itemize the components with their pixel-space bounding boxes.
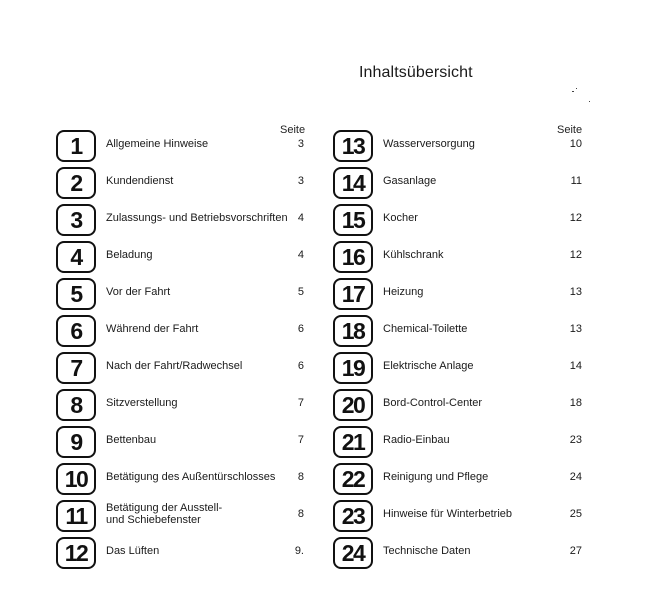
chapter-page-number: 24 bbox=[569, 471, 582, 483]
toc-entry[interactable] bbox=[56, 463, 304, 495]
chapter-page-number: 3 bbox=[297, 175, 304, 187]
chapter-number-badge: 21 bbox=[333, 426, 373, 458]
chapter-number-badge: 24 bbox=[333, 537, 373, 569]
chapter-number-badge: 7 bbox=[56, 352, 96, 384]
chapter-number-badge: 18 bbox=[333, 315, 373, 347]
chapter-number-badge: 22 bbox=[333, 463, 373, 495]
chapter-number-badge: 15 bbox=[333, 204, 373, 236]
chapter-page-number: 23 bbox=[569, 434, 582, 446]
chapter-title: Betätigung des Außentürschlosses bbox=[106, 471, 276, 483]
chapter-page-number: 8 bbox=[297, 471, 304, 483]
chapter-page-number: 13 bbox=[569, 323, 582, 335]
toc-entry[interactable] bbox=[333, 167, 582, 199]
chapter-title: Zulassungs- und Betriebsvorschriften bbox=[106, 212, 288, 224]
chapter-title: Allgemeine Hinweise bbox=[106, 138, 209, 150]
toc-entry[interactable] bbox=[56, 130, 304, 162]
chapter-number-badge: 16 bbox=[333, 241, 373, 273]
chapter-title: Betätigung der Ausstell- und Schiebefenster bbox=[106, 502, 223, 526]
toc-entry[interactable] bbox=[56, 315, 304, 347]
chapter-title: Während der Fahrt bbox=[106, 323, 199, 335]
chapter-page-number: 4 bbox=[297, 212, 304, 224]
chapter-page-number: 6 bbox=[297, 360, 304, 372]
chapter-number-badge: 10 bbox=[56, 463, 96, 495]
toc-entry[interactable] bbox=[333, 352, 582, 384]
right-page-column-header: Seite bbox=[557, 124, 583, 136]
scan-speck bbox=[572, 91, 574, 92]
chapter-page-number: 12 bbox=[569, 249, 582, 261]
chapter-page-number: 27 bbox=[569, 545, 582, 557]
toc-entry[interactable] bbox=[333, 463, 582, 495]
toc-entry[interactable] bbox=[333, 241, 582, 273]
chapter-title: Vor der Fahrt bbox=[106, 286, 171, 298]
chapter-number-badge: 3 bbox=[56, 204, 96, 236]
chapter-title: Hinweise für Winterbetrieb bbox=[383, 508, 512, 520]
chapter-page-number: 9. bbox=[294, 545, 304, 557]
chapter-number-badge: 8 bbox=[56, 389, 96, 421]
chapter-page-number: 10 bbox=[569, 138, 582, 150]
chapter-page-number: 8 bbox=[297, 508, 304, 520]
toc-entry[interactable] bbox=[56, 278, 304, 310]
chapter-page-number: 7 bbox=[297, 397, 304, 409]
chapter-number-badge: 20 bbox=[333, 389, 373, 421]
scan-speck bbox=[589, 101, 590, 102]
chapter-title: Kocher bbox=[383, 212, 418, 224]
chapter-title: Bord-Control-Center bbox=[383, 397, 483, 409]
chapter-number-badge: 14 bbox=[333, 167, 373, 199]
chapter-page-number: 25 bbox=[569, 508, 582, 520]
chapter-number-badge: 13 bbox=[333, 130, 373, 162]
chapter-number-badge: 1 bbox=[56, 130, 96, 162]
chapter-title: Sitzverstellung bbox=[106, 397, 178, 409]
chapter-title: Heizung bbox=[383, 286, 424, 298]
chapter-title: Gasanlage bbox=[383, 175, 437, 187]
chapter-title: Wasserversorgung bbox=[383, 138, 475, 150]
toc-entry[interactable] bbox=[333, 315, 582, 347]
chapter-title: Technische Daten bbox=[383, 545, 471, 557]
chapter-page-number: 3 bbox=[297, 138, 304, 150]
toc-entry[interactable] bbox=[56, 352, 304, 384]
toc-entry[interactable] bbox=[56, 426, 304, 458]
toc-entry[interactable] bbox=[56, 204, 304, 236]
toc-entry[interactable] bbox=[56, 167, 304, 199]
chapter-title: Beladung bbox=[106, 249, 153, 261]
toc-entry[interactable] bbox=[56, 241, 304, 273]
chapter-page-number: 6 bbox=[297, 323, 304, 335]
chapter-page-number: 4 bbox=[297, 249, 304, 261]
chapter-title: Kundendienst bbox=[106, 175, 174, 187]
toc-entry[interactable] bbox=[333, 537, 582, 569]
chapter-number-badge: 23 bbox=[333, 500, 373, 532]
chapter-number-badge: 2 bbox=[56, 167, 96, 199]
toc-entry[interactable] bbox=[333, 500, 582, 532]
chapter-number-badge: 5 bbox=[56, 278, 96, 310]
chapter-title: Das Lüften bbox=[106, 545, 160, 557]
chapter-number-badge: 17 bbox=[333, 278, 373, 310]
chapter-title: Radio-Einbau bbox=[383, 434, 450, 446]
chapter-number-badge: 12 bbox=[56, 537, 96, 569]
chapter-number-badge: 6 bbox=[56, 315, 96, 347]
chapter-number-badge: 4 bbox=[56, 241, 96, 273]
chapter-title: Bettenbau bbox=[106, 434, 157, 446]
chapter-number-badge: 11 bbox=[56, 500, 96, 532]
page-title: Inhaltsübersicht bbox=[359, 64, 473, 81]
chapter-page-number: 14 bbox=[569, 360, 582, 372]
toc-entry[interactable] bbox=[333, 426, 582, 458]
chapter-title: Chemical-Toilette bbox=[383, 323, 468, 335]
chapter-title: Nach der Fahrt/Radwechsel bbox=[106, 360, 243, 372]
chapter-page-number: 11 bbox=[570, 175, 582, 187]
chapter-title: Reinigung und Pflege bbox=[383, 471, 489, 483]
toc-entry[interactable] bbox=[56, 389, 304, 421]
toc-entry[interactable] bbox=[333, 130, 582, 162]
toc-entry[interactable] bbox=[333, 278, 582, 310]
chapter-title: Elektrische Anlage bbox=[383, 360, 474, 372]
toc-entry[interactable] bbox=[333, 389, 582, 421]
chapter-page-number: 13 bbox=[569, 286, 582, 298]
toc-entry[interactable] bbox=[333, 204, 582, 236]
chapter-page-number: 7 bbox=[297, 434, 304, 446]
chapter-number-badge: 9 bbox=[56, 426, 96, 458]
left-page-column-header: Seite bbox=[280, 124, 306, 136]
toc-entry[interactable] bbox=[56, 500, 304, 532]
chapter-page-number: 5 bbox=[297, 286, 304, 298]
chapter-page-number: 18 bbox=[569, 397, 582, 409]
scan-speck bbox=[576, 88, 577, 89]
toc-entry[interactable] bbox=[56, 537, 304, 569]
chapter-page-number: 12 bbox=[569, 212, 582, 224]
chapter-number-badge: 19 bbox=[333, 352, 373, 384]
chapter-title: Kühlschrank bbox=[383, 249, 444, 261]
